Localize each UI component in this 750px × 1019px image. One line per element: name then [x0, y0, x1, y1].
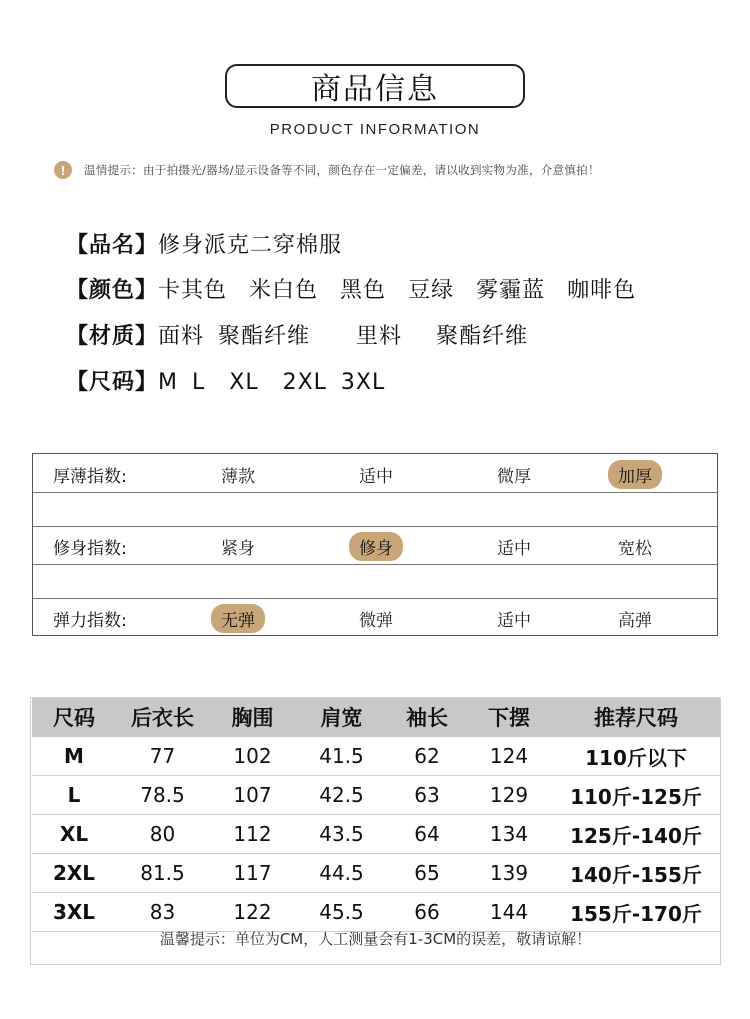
name-value: 修身派克二穿棉服 [158, 233, 343, 258]
measure-cell: 124 [467, 737, 551, 776]
index-option-selected: 无弹 [211, 604, 265, 633]
notice-bar [54, 160, 600, 180]
measure-cell: 112 [209, 815, 296, 854]
table-row [32, 893, 721, 932]
info-color-row [66, 273, 658, 304]
index-option-selected: 加厚 [608, 460, 662, 489]
material-value: 聚酯纤维 [436, 324, 529, 349]
name-label: 【品名】 [66, 233, 159, 258]
index-option: 微弹 [359, 611, 393, 631]
column-header: 下摆 [467, 697, 551, 737]
measure-cell: 122 [209, 893, 296, 932]
table-row [32, 815, 721, 854]
column-header: 袖长 [387, 697, 467, 737]
index-option-selected: 修身 [349, 532, 403, 561]
measure-cell: 134 [467, 815, 551, 854]
index-option: 微厚 [497, 467, 531, 487]
size-label: 【尺码】 [66, 370, 159, 395]
measure-cell: 42.5 [296, 776, 387, 815]
info-name-row [66, 228, 342, 259]
index-option: 适中 [497, 539, 531, 559]
notice-text: 温情提示：由于拍摄光/器场/显示设备等不同，颜色存在一定偏差，请以收到实物为准，介意慎拍！ [84, 163, 600, 177]
index-label: 厚薄指数: [53, 467, 127, 487]
recommend-cell: 155斤-170斤 [551, 893, 721, 932]
table-divider [33, 492, 717, 493]
index-option: 紧身 [221, 539, 255, 559]
column-header: 推荐尺码 [551, 697, 721, 737]
color-option: 卡其色 [158, 278, 228, 303]
size-cell: 3XL [32, 893, 116, 932]
size-option: M [158, 370, 178, 395]
page-title: 商品信息 [225, 64, 525, 108]
size-cell: 2XL [32, 854, 116, 893]
recommend-cell: 110斤以下 [551, 737, 721, 776]
measure-cell: 62 [387, 737, 467, 776]
color-option: 豆绿 [408, 278, 455, 303]
measure-cell: 45.5 [296, 893, 387, 932]
measure-cell: 80 [116, 815, 209, 854]
recommend-cell: 110斤-125斤 [551, 776, 721, 815]
exclamation-icon: ! [54, 161, 72, 179]
index-row [33, 526, 717, 564]
size-option: XL [229, 370, 259, 395]
measure-cell: 81.5 [116, 854, 209, 893]
measure-cell: 117 [209, 854, 296, 893]
page-subtitle: PRODUCT INFORMATION [269, 121, 481, 138]
measure-cell: 139 [467, 854, 551, 893]
material-part: 里料 [356, 324, 403, 349]
index-label: 修身指数: [53, 539, 127, 559]
color-option: 雾霾蓝 [476, 278, 546, 303]
column-header: 尺码 [32, 697, 116, 737]
index-option: 高弹 [618, 611, 652, 631]
index-option: 薄款 [221, 467, 255, 487]
measure-cell: 102 [209, 737, 296, 776]
measure-cell: 41.5 [296, 737, 387, 776]
color-option: 黑色 [340, 278, 387, 303]
column-header: 肩宽 [296, 697, 387, 737]
measure-cell: 44.5 [296, 854, 387, 893]
measure-cell: 77 [116, 737, 209, 776]
color-label: 【颜色】 [66, 278, 159, 303]
size-chart-table [32, 697, 721, 932]
fit-index-table [32, 453, 718, 636]
material-value: 聚酯纤维 [218, 324, 311, 349]
index-row [33, 454, 717, 492]
size-cell: M [32, 737, 116, 776]
measure-cell: 63 [387, 776, 467, 815]
measure-cell: 107 [209, 776, 296, 815]
column-header: 胸围 [209, 697, 296, 737]
table-divider [33, 564, 717, 565]
index-option: 适中 [359, 467, 393, 487]
measure-cell: 66 [387, 893, 467, 932]
measure-cell: 83 [116, 893, 209, 932]
size-chart-header [32, 697, 721, 737]
index-option: 适中 [497, 611, 531, 631]
index-option: 宽松 [618, 539, 652, 559]
color-option: 米白色 [249, 278, 319, 303]
measure-cell: 43.5 [296, 815, 387, 854]
color-option: 咖啡色 [567, 278, 637, 303]
measure-cell: 65 [387, 854, 467, 893]
size-option: L [192, 370, 206, 395]
column-header: 后衣长 [116, 697, 209, 737]
info-material-row [66, 319, 550, 350]
recommend-cell: 140斤-155斤 [551, 854, 721, 893]
size-chart-note: 温馨提示：单位为CM，人工测量会有1-3CM的误差，敬请谅解！ [159, 930, 592, 948]
measure-cell: 144 [467, 893, 551, 932]
measure-cell: 129 [467, 776, 551, 815]
table-row [32, 854, 721, 893]
table-row [32, 776, 721, 815]
recommend-cell: 125斤-140斤 [551, 815, 721, 854]
size-cell: L [32, 776, 116, 815]
index-label: 弹力指数: [53, 611, 127, 631]
table-row [32, 737, 721, 776]
size-option: 2XL [282, 370, 327, 395]
size-cell: XL [32, 815, 116, 854]
size-option: 3XL [340, 370, 386, 395]
index-row [33, 598, 717, 635]
measure-cell: 78.5 [116, 776, 209, 815]
material-label: 【材质】 [66, 324, 159, 349]
info-size-row [66, 365, 407, 396]
measure-cell: 64 [387, 815, 467, 854]
material-part: 面料 [158, 324, 205, 349]
